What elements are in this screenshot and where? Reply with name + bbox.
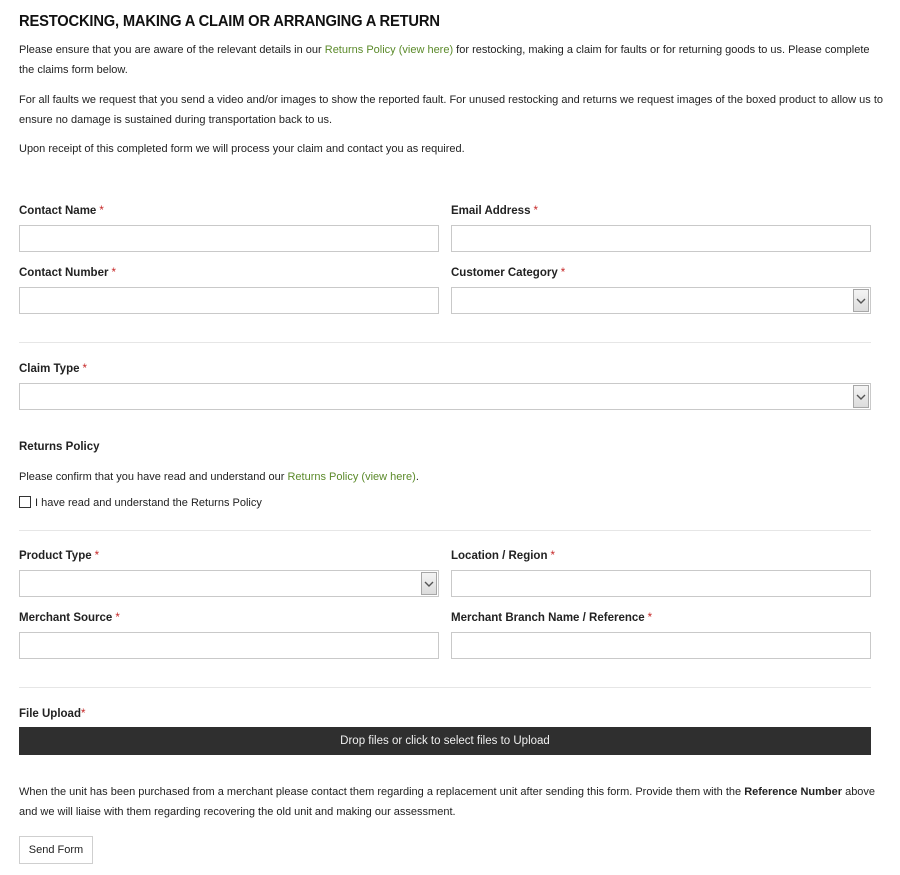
merchant-source-field[interactable] [19,632,439,659]
required-asterisk: * [533,205,538,217]
chevron-down-icon[interactable] [853,289,869,312]
claim-type-select[interactable] [19,383,871,410]
merchant-branch-label-text: Merchant Branch Name / Reference [451,612,645,624]
merchant-source-label [19,612,120,624]
customer-category-select[interactable] [451,287,871,314]
section-divider [19,530,871,531]
contact-name-field[interactable] [19,225,439,252]
intro-text-before: Please ensure that you are aware of the relevant details in our [19,44,325,56]
page-title: RESTOCKING, MAKING A CLAIM OR ARRANGING A RETURN [19,13,440,30]
file-upload-label [19,708,85,720]
confirm-text-before: Please confirm that you have read and understand our [19,471,288,483]
contact-number-label-text: Contact Number [19,267,109,279]
customer-category-label-text: Customer Category [451,267,558,279]
email-address-label [451,205,538,217]
email-address-field[interactable] [451,225,871,252]
contact-number-label [19,267,116,279]
required-asterisk: * [115,612,120,624]
section-divider [19,342,871,343]
required-asterisk: * [560,267,566,279]
section-divider [19,687,871,688]
merchant-branch-label [451,612,652,624]
confirm-text-after: . [415,471,419,483]
product-type-select[interactable] [19,570,439,597]
claim-type-label [19,363,87,375]
merchant-note [19,782,885,822]
email-address-label-text: Email Address [451,205,531,217]
intro-text-after: for restocking, making a claim for faults or for returning goods to us. Please complete the claims form below. [19,44,870,76]
intro-paragraph-3: Upon receipt of this completed form we will process your claim and contact you as required. [19,143,465,155]
contact-name-label [19,205,104,217]
returns-policy-confirm-text [19,467,885,487]
required-asterisk: * [94,550,100,562]
chevron-down-icon[interactable] [421,572,437,595]
location-region-field[interactable] [451,570,871,597]
location-region-label [451,550,555,562]
merchant-note-before: When the unit has been purchased from a merchant please contact them regarding a replacement unit after sending this form. Provide them with the [19,786,745,798]
returns-policy-link[interactable]: Returns Policy (view here) [287,471,416,483]
reference-number-emphasis: Reference Number [744,786,843,798]
file-upload-dropzone-text: Drop files or click to select files to Upload [340,735,550,747]
required-asterisk: * [550,550,555,562]
claim-type-label-text: Claim Type [19,363,80,375]
intro-paragraph-1 [19,40,885,80]
contact-name-label-text: Contact Name [19,205,97,217]
returns-policy-link[interactable]: Returns Policy (view here) [324,44,454,56]
returns-policy-checkbox[interactable] [19,496,31,508]
required-asterisk: * [99,205,104,217]
email-address-input[interactable] [452,226,870,251]
merchant-branch-field[interactable] [451,632,871,659]
location-region-label-text: Location / Region [451,550,548,562]
required-asterisk: * [80,708,86,720]
merchant-source-label-text: Merchant Source [19,612,113,624]
location-region-input[interactable] [452,571,870,596]
intro-paragraph-2: For all faults we request that you send a video and/or images to show the reported fault. For unused restocking and returns we request images of the boxed product to allow us to ensure no damage is sustained during transportation back to us. [19,94,883,126]
returns-policy-checkbox-label[interactable]: I have read and understand the Returns Policy [35,497,262,509]
file-upload-label-text: File Upload [19,708,81,720]
product-type-label [19,550,99,562]
customer-category-label [451,267,565,279]
required-asterisk: * [647,612,653,624]
file-upload-dropzone[interactable] [19,727,871,755]
merchant-branch-input[interactable] [452,633,870,658]
merchant-source-input[interactable] [20,633,438,658]
returns-policy-heading: Returns Policy [19,441,100,453]
contact-number-field[interactable] [19,287,439,314]
product-type-label-text: Product Type [19,550,92,562]
contact-number-input[interactable] [20,288,438,313]
chevron-down-icon[interactable] [853,385,869,408]
required-asterisk: * [82,363,87,375]
send-form-button[interactable]: Send Form [19,836,93,864]
contact-name-input[interactable] [20,226,438,251]
merchant-note-after: above and we will liaise with them regarding recovering the old unit and making our assessment. [19,786,876,818]
required-asterisk: * [111,267,116,279]
